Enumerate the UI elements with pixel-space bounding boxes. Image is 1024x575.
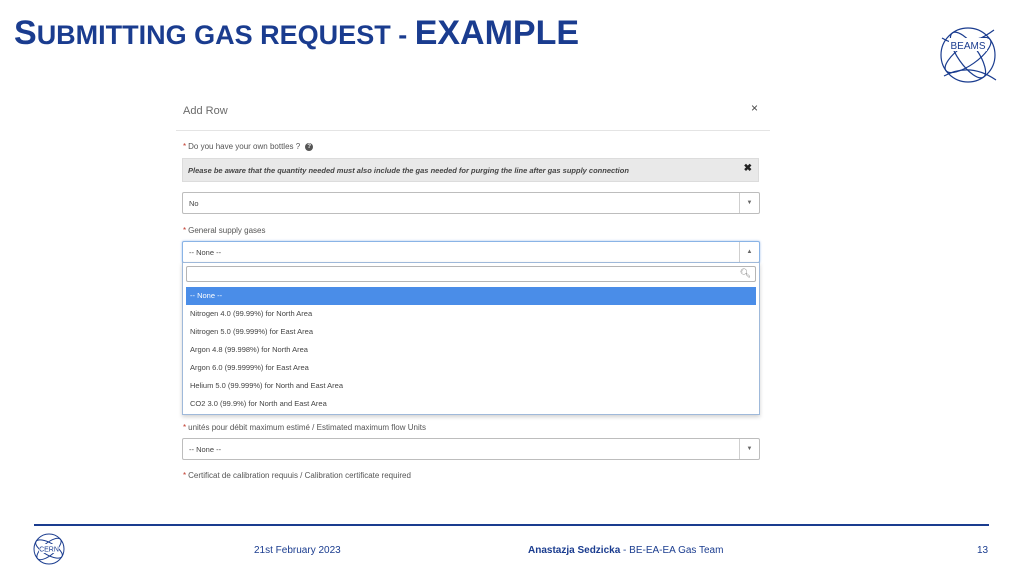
cern-logo-text: CERN xyxy=(39,546,59,554)
alert-text: Please be aware that the quantity needed must also include the gas needed for purging the line after gas supply connection xyxy=(188,166,629,175)
flow-units-select[interactable] xyxy=(182,438,760,460)
footer-author: Anastazja Sedzicka xyxy=(528,545,621,556)
required-mark: * xyxy=(183,423,187,432)
calibration-certificate-label-text: Certificat de calibration requuis / Calibration certificate required xyxy=(188,471,411,480)
general-supply-gases-label xyxy=(183,226,266,235)
help-icon[interactable]: ? xyxy=(305,143,313,151)
footer-separator: - xyxy=(620,545,630,556)
dialog-close-button[interactable]: × xyxy=(751,101,759,115)
dropdown-option[interactable]: Nitrogen 4.0 (99.99%) for North Area xyxy=(190,309,313,318)
beams-logo xyxy=(934,22,1002,88)
flow-units-label xyxy=(183,423,426,432)
beams-logo-text: BEAMS xyxy=(950,41,986,52)
general-supply-gases-label-text: General supply gases xyxy=(188,226,266,235)
required-mark: * xyxy=(183,142,187,151)
chevron-down-icon[interactable]: ▼ xyxy=(739,439,759,459)
own-bottles-label xyxy=(183,142,313,151)
chevron-down-icon[interactable]: ▼ xyxy=(739,193,759,213)
footer-team: BE-EA-EA Gas Team xyxy=(629,545,724,556)
dropdown-option[interactable]: Argon 4.8 (99.998%) for North Area xyxy=(190,345,308,354)
dropdown-option[interactable]: Nitrogen 5.0 (99.999%) for East Area xyxy=(190,327,313,336)
required-mark: * xyxy=(183,226,187,235)
flow-units-label-text: unités pour débit maximum estimé / Estimated maximum flow Units xyxy=(188,423,426,432)
dialog-divider xyxy=(176,130,770,131)
alert-close-icon[interactable]: ✖ xyxy=(743,163,752,174)
dialog-title: Add Row xyxy=(183,105,228,117)
slide-title-initial: S xyxy=(14,14,37,52)
dropdown-option[interactable]: CO2 3.0 (99.9%) for North and East Area xyxy=(190,399,327,408)
gases-dropdown xyxy=(182,262,760,415)
dropdown-options xyxy=(186,287,756,413)
footer-divider xyxy=(34,524,989,526)
slide-title xyxy=(14,14,579,53)
dropdown-option[interactable]: -- None -- xyxy=(186,287,756,305)
own-bottles-value: No xyxy=(189,199,199,208)
flow-units-value: -- None -- xyxy=(189,445,222,454)
chevron-up-icon[interactable]: ▲ xyxy=(739,242,759,262)
purging-alert xyxy=(182,158,759,182)
own-bottles-label-text: Do you have your own bottles ? xyxy=(188,142,301,151)
page-number: 13 xyxy=(977,545,989,556)
search-icon: 🔍︎ xyxy=(739,268,751,278)
footer-date: 21st February 2023 xyxy=(254,545,341,556)
general-supply-gases-select[interactable] xyxy=(182,241,760,263)
dropdown-option[interactable]: Helium 5.0 (99.999%) for North and East Area xyxy=(190,381,343,390)
calibration-certificate-label xyxy=(183,471,411,480)
slide-title-emphasis: EXAMPLE xyxy=(414,14,580,52)
add-row-dialog xyxy=(176,92,770,480)
dropdown-option[interactable]: Argon 6.0 (99.9999%) for East Area xyxy=(190,363,309,372)
slide-title-rest: UBMITTING GAS REQUEST - xyxy=(36,20,415,50)
required-mark: * xyxy=(183,471,187,480)
cern-logo xyxy=(32,532,66,566)
general-supply-gases-value: -- None -- xyxy=(189,248,222,257)
footer-author-line xyxy=(528,545,723,556)
own-bottles-select[interactable] xyxy=(182,192,760,214)
dropdown-search-input[interactable] xyxy=(186,266,756,282)
